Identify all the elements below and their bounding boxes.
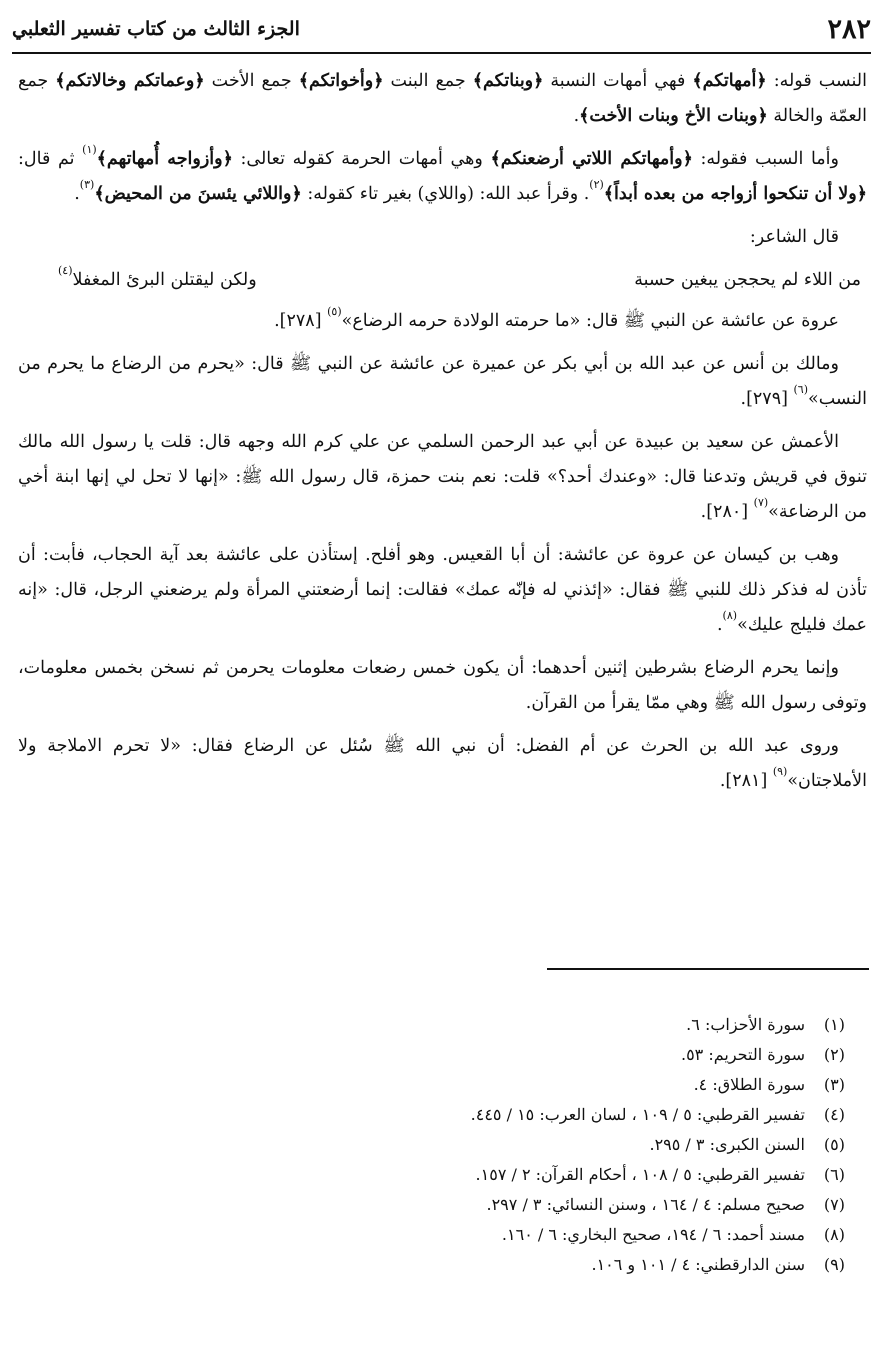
text-run: جمع العمّة والخالة (18, 71, 867, 126)
text-run: قال الشاعر: (749, 227, 839, 247)
footnote-text: السنن الكبرى: ٣ / ٢٩٥. (649, 1135, 805, 1154)
footnote-item (20, 1220, 845, 1250)
footnote-number: (٣) (823, 1075, 845, 1094)
footnote-item (20, 1070, 845, 1100)
quran-quote: ﴿وأمهاتكم اللاتي أرضعنكم﴾ (490, 149, 693, 169)
text-run: جمع الأخت (204, 71, 299, 91)
footnote-item (20, 1160, 845, 1190)
text-run: الأعمش عن سعيد بن عبيدة عن أبي عبد الرحمن السلمي عن علي كرم الله وجهه قال: قلت يا رسول الله مالك تنوق في قريش وتدعنا قال: «وعندك أحد؟» قلت: نعم بنت حمزة، قال رسول الله ﷺ: «إنها لا تحل لي إنها ابنة أخي من الرضاعة» (18, 432, 867, 522)
quran-quote: ﴿ولا أن تنكحوا أزواجه من بعده أبداً﴾ (603, 184, 867, 204)
quran-quote: ﴿وعماتكم وخالاتكم﴾ (55, 71, 205, 91)
footnote-item (20, 1190, 845, 1220)
paragraph (18, 64, 867, 134)
footnote-ref[interactable]: (٩) (772, 765, 788, 778)
footnote-text: سنن الدارقطني: ٤ / ١٠١ و ١٠٦. (591, 1255, 805, 1274)
running-title: الجزء الثالث من كتاب تفسير الثعلبي (12, 18, 300, 40)
footnote-number: (٥) (823, 1135, 845, 1154)
footnote-number: (٤) (823, 1105, 845, 1124)
footnote-item (20, 1040, 845, 1070)
poetry-verse (18, 263, 867, 298)
footnote-ref[interactable]: (١) (82, 143, 97, 156)
text-run: وهب بن كيسان عن عروة عن عائشة: أن أبا القعيس. وهو أفلح. إستأذن على عائشة بعد آية الحجاب، فأبت: أن تأذن له فذكر ذلك للنبي ﷺ فقال: «إئذني له فإنّه عمك» فقالت: إنما أرضعتني المرأة ولم يرضعني الرجل، قال: «إنه عمك فليلج عليك» (18, 545, 867, 635)
text-run: . (573, 106, 580, 126)
text-run: . (716, 615, 723, 635)
text-run: [٢٨٠]. (700, 502, 754, 522)
main-text (18, 64, 867, 807)
paragraph (18, 304, 867, 339)
footnote-number: (١) (823, 1015, 845, 1034)
verse-hemistich-first: من اللاء لم يحججن يبغين حسبة (634, 270, 861, 290)
quran-quote: ﴿وبنات الأخ وبنات الأخت﴾ (579, 106, 768, 126)
text-run: فهي أمهات النسبة (543, 71, 693, 91)
paragraph (18, 347, 867, 417)
text-run: النسب قوله: (766, 71, 867, 91)
page-header (12, 6, 871, 54)
quran-quote: ﴿أمهاتكم﴾ (692, 71, 767, 91)
footnote-ref[interactable]: (٣) (79, 178, 95, 191)
footnote-ref[interactable]: (٤) (58, 264, 73, 277)
footnote-text: سورة الأحزاب: ٦. (686, 1015, 805, 1034)
footnote-text: مسند أحمد: ٦ / ١٩٤، صحيح البخاري: ٦ / ١٦٠. (501, 1225, 805, 1244)
quran-quote: ﴿وبناتكم﴾ (472, 71, 544, 91)
text-run: وروى عبد الله بن الحرث عن أم الفضل: أن نبي الله ﷺ سُئل عن الرضاع فقال: «لا تحرم الاملاجة ولا الأملاجتان» (18, 736, 867, 791)
footnote-item (20, 1250, 845, 1280)
footnote-ref[interactable]: (٥) (327, 305, 342, 318)
footnote-number: (٨) (823, 1225, 845, 1244)
paragraph (18, 220, 867, 255)
verse-hemistich-second (58, 263, 257, 298)
page-number: ٢٨٢ (827, 13, 871, 45)
text-run: [٢٨١]. (719, 771, 773, 791)
footnote-text: تفسير القرطبي: ٥ / ١٠٩ ، لسان العرب: ١٥ / ٤٤٥. (470, 1105, 805, 1124)
paragraph (18, 729, 867, 799)
verse-hemistich-second-text: ولكن ليقتلن البرئ المغفلا (72, 270, 257, 290)
paragraph-group-1 (18, 64, 867, 255)
quran-quote: ﴿واللائي يئسنَ من المحيض﴾ (94, 184, 302, 204)
text-run: . (74, 184, 80, 204)
footnote-divider (547, 968, 869, 970)
footnote-item (20, 1130, 845, 1160)
quran-quote: ﴿وأزواجه أُمهاتهم﴾ (96, 149, 233, 169)
footnote-text: سورة التحريم: ٥٣. (680, 1045, 805, 1064)
text-run: [٢٧٨]. (274, 311, 328, 331)
text-run: ثم قال: (18, 149, 83, 169)
paragraph-group-2 (18, 304, 867, 799)
text-run: عروة عن عائشة عن النبي ﷺ قال: «ما حرمته الولادة حرمه الرضاع» (341, 311, 839, 331)
paragraph (18, 142, 867, 212)
footnote-item (20, 1010, 845, 1040)
footnote-ref[interactable]: (٧) (753, 496, 769, 509)
paragraph (18, 651, 867, 721)
text-run: وأما السبب فقوله: (692, 149, 839, 169)
footnote-number: (٧) (823, 1195, 845, 1214)
footnote-text: تفسير القرطبي: ٥ / ١٠٨ ، أحكام القرآن: ٢ / ١٥٧. (475, 1165, 805, 1184)
text-run: جمع البنت (383, 71, 473, 91)
footnote-ref[interactable]: (٢) (589, 178, 604, 191)
footnote-number: (٢) (823, 1045, 845, 1064)
footnote-number: (٩) (823, 1255, 845, 1274)
footnote-item (20, 1100, 845, 1130)
footnote-number: (٦) (823, 1165, 845, 1184)
quran-quote: ﴿وأخواتكم﴾ (298, 71, 384, 91)
footnote-text: صحيح مسلم: ٤ / ١٦٤ ، وسنن النسائي: ٣ / ٢٩٧. (486, 1195, 805, 1214)
text-run: . وقرأ عبد الله: (واللاي) بغير تاء كقوله: (301, 184, 590, 204)
paragraph (18, 538, 867, 643)
footnote-ref[interactable]: (٨) (722, 609, 738, 622)
paragraph (18, 425, 867, 530)
text-run: [٢٧٩]. (740, 389, 794, 409)
footnotes-list (20, 1010, 845, 1280)
text-run: ومالك بن أنس عن عبد الله بن أبي بكر عن عميرة عن عائشة عن النبي ﷺ قال: «يحرم من الرضاع ما يحرم من النسب» (18, 354, 867, 409)
text-run: وإنما يحرم الرضاع بشرطين إثنين أحدهما: أن يكون خمس رضعات معلومات يحرمن ثم نسخن بخمس معلومات، وتوفى رسول الله ﷺ وهي ممّا يقرأ من القرآن. (18, 658, 867, 713)
text-run: وهي أمهات الحرمة كقوله تعالى: (232, 149, 491, 169)
footnote-text: سورة الطلاق: ٤. (693, 1075, 805, 1094)
footnote-ref[interactable]: (٦) (793, 383, 809, 396)
